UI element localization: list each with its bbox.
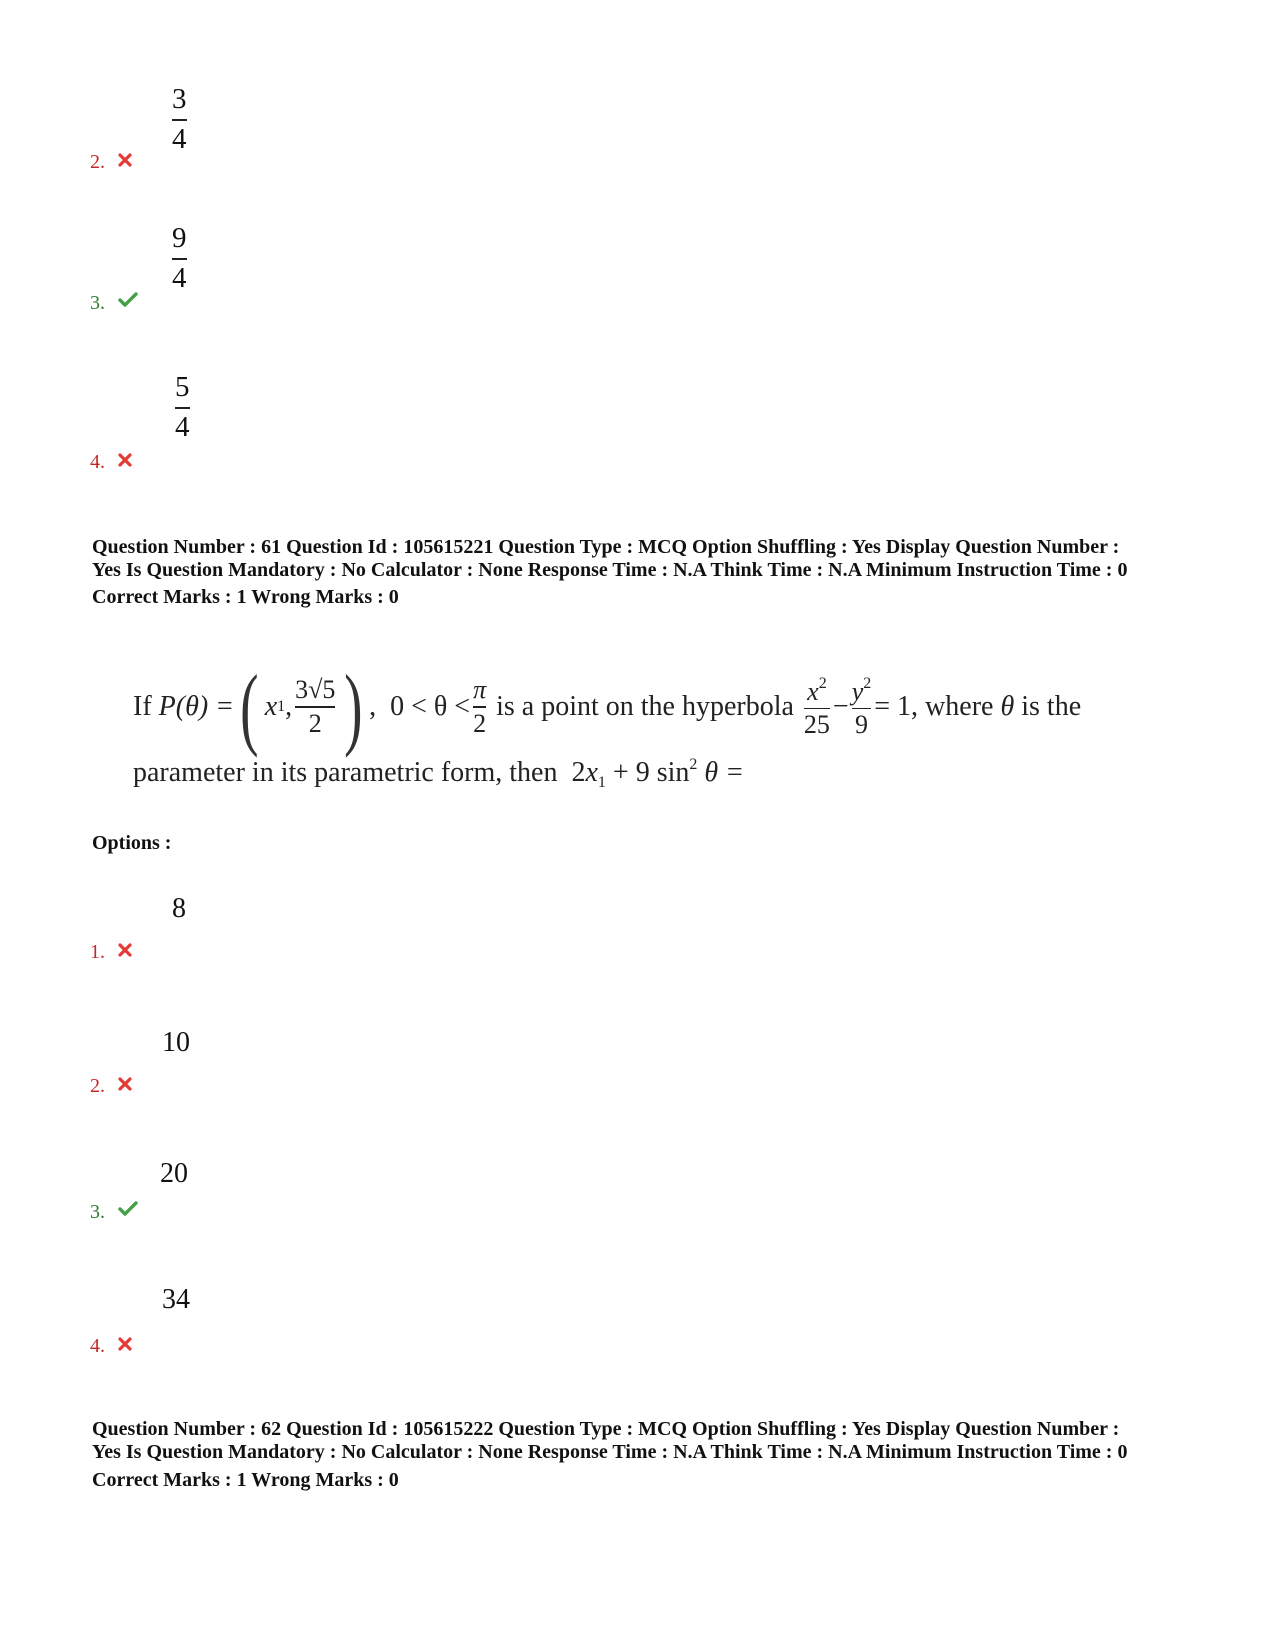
- math-fraction: $x^2$ 25: [803, 674, 830, 740]
- meta-line: Yes Is Question Mandatory : No Calculator : None Response Time : N.A Think Time : N.A Minimum Instruction Time : 0: [92, 559, 1128, 581]
- math-fraction: π 2: [473, 675, 487, 738]
- cross-icon: [118, 450, 132, 473]
- left-paren: (: [240, 656, 259, 758]
- cross-icon: [118, 1074, 132, 1097]
- marks-line: Correct Marks : 1 Wrong Marks : 0: [92, 586, 399, 608]
- options-label: Options :: [92, 832, 172, 854]
- option-number: 3.: [90, 1200, 138, 1224]
- option-number: 4.: [90, 1334, 132, 1358]
- question-meta: [92, 536, 1192, 582]
- option-number: 4.: [90, 450, 132, 474]
- cross-icon: [118, 940, 132, 963]
- meta-line: Question Number : 62 Question Id : 105615222 Question Type : MCQ Option Shuffling : Yes Display Question Number :: [92, 1418, 1120, 1440]
- option-value: 20: [160, 1158, 188, 1189]
- math-fraction: $y^2$ 9: [851, 674, 872, 740]
- meta-line: Question Number : 61 Question Id : 105615221 Question Type : MCQ Option Shuffling : Yes Display Question Number :: [92, 536, 1120, 558]
- cross-icon: [118, 150, 132, 173]
- meta-line: Yes Is Question Mandatory : No Calculator : None Response Time : N.A Think Time : N.A Minimum Instruction Time : 0: [92, 1441, 1128, 1463]
- check-icon: [118, 1200, 138, 1223]
- question-meta: [92, 1418, 1192, 1464]
- option-value: 34: [162, 1284, 190, 1315]
- cross-icon: [118, 1334, 132, 1357]
- check-icon: [118, 291, 138, 314]
- option-number: 2.: [90, 1074, 132, 1098]
- option-number: 2.: [90, 150, 132, 174]
- question-stem-line2: parameter in its parametric form, then $2x_1 + 9$ $\sin^2 \theta$ =: [133, 756, 745, 791]
- option-fraction: 5 4: [175, 371, 190, 443]
- option-value: 8: [172, 893, 186, 924]
- question-stem-line1: If P(θ) = ( x 1 , 3√5 2 ) , 0 < θ < π 2 is a point on the hyperbola $x^2$ 25 − $y^2$ 9 = 1, where θ is the: [133, 656, 1082, 758]
- option-number: 3.: [90, 291, 138, 315]
- option-number: 1.: [90, 940, 132, 964]
- option-value: 10: [162, 1027, 190, 1058]
- math-fraction: 3√5 2: [295, 675, 336, 738]
- right-paren: ): [344, 656, 363, 758]
- option-fraction: 9 4: [172, 222, 187, 294]
- option-fraction: 3 4: [172, 83, 187, 155]
- marks-line: Correct Marks : 1 Wrong Marks : 0: [92, 1469, 399, 1491]
